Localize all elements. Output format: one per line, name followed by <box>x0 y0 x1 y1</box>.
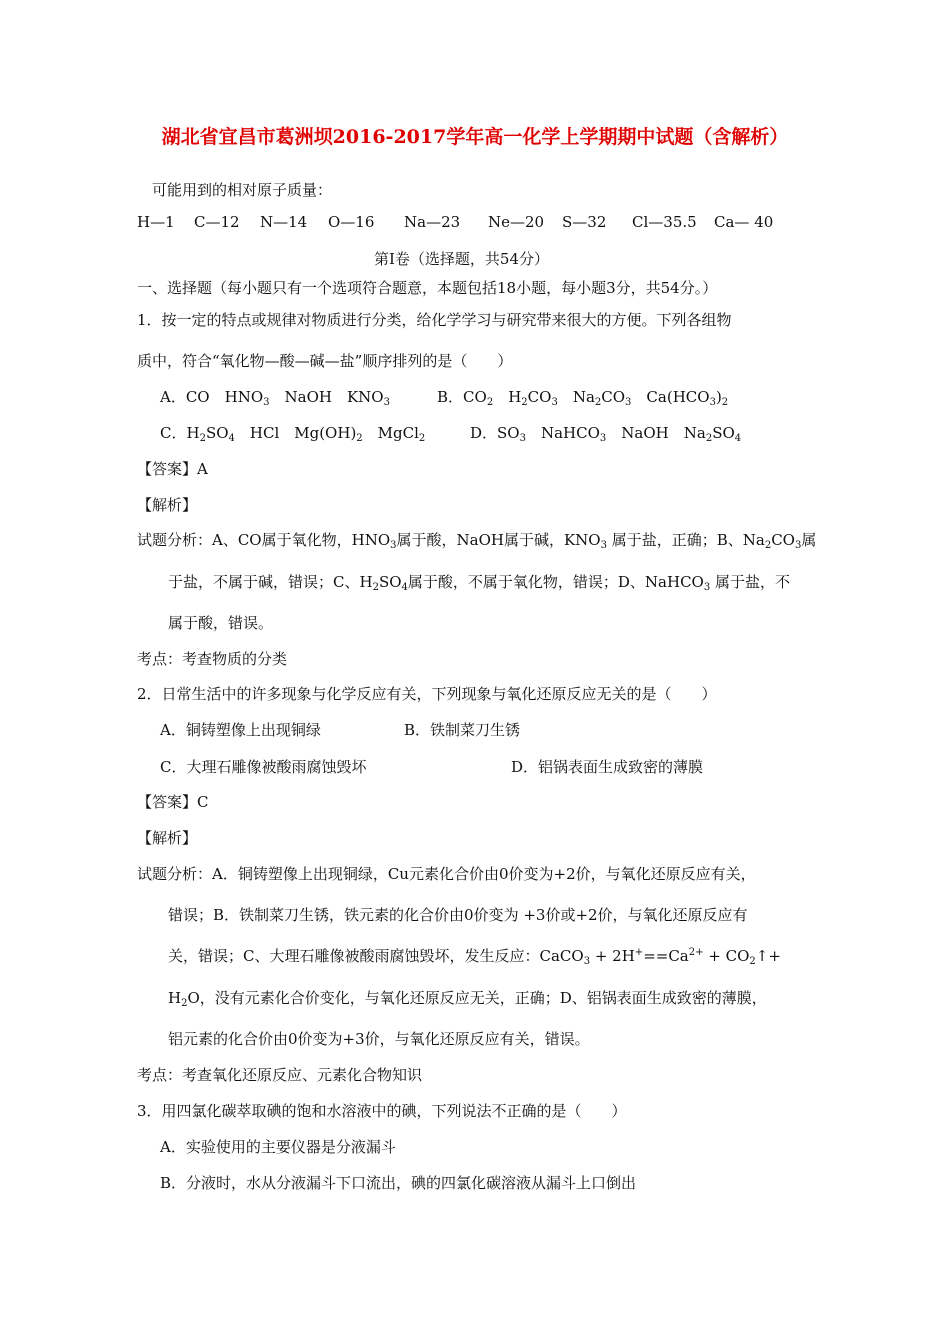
analysis-text: $H_2O$，没有元素化合价变化，与氧化还原反应无关，正确；D、铝锅表面生成致密的薄膜， <box>168 989 767 1009</box>
option-a: A．铜铸塑像上出现铜绿 <box>160 721 321 739</box>
analysis-text: 属于酸，错误。 <box>168 614 274 632</box>
atomic-mass-intro: 可能用到的相对原子质量： <box>152 181 333 199</box>
analysis-text: 铝元素的化合价由0价变为+3价，与氧化还原反应有关，错误。 <box>168 1030 590 1048</box>
question-stem: 1．按一定的特点或规律对物质进行分类，给化学学习与研究带来很大的方便。下列各组物 <box>137 311 732 329</box>
analysis-label: 【解析】 <box>137 829 198 847</box>
atomic-mass-c: C—12 <box>194 213 240 231</box>
option-a: A．CO $HNO_3$ NaOH $KNO_3$ <box>160 388 390 408</box>
atomic-mass-n: N—14 <box>260 213 308 231</box>
atomic-mass-h: H—1 <box>137 213 175 231</box>
option-d: D．铝锅表面生成致密的薄膜 <box>511 758 704 776</box>
section-title: 第Ⅰ卷（选择题，共54分） <box>374 250 550 268</box>
atomic-mass-cl: Cl—35.5 <box>632 213 697 231</box>
page-title: 湖北省宜昌市葛洲坝2016-2017学年高一化学上学期期中试题（含解析） <box>161 126 789 148</box>
analysis-text: 试题分析：A．铜铸塑像上出现铜绿，Cu元素化合价由0价变为+2价，与氧化还原反应有关， <box>137 865 756 883</box>
analysis-label: 【解析】 <box>137 496 198 514</box>
option-c: C．大理石雕像被酸雨腐蚀毁坏 <box>160 758 367 776</box>
answer: 【答案】A <box>137 460 208 478</box>
option-a: A．实验使用的主要仪器是分液漏斗 <box>160 1138 396 1156</box>
atomic-mass-ca: Ca— 40 <box>714 213 774 231</box>
question-stem: 质中，符合“氧化物—酸—碱—盐”顺序排列的是（ ） <box>137 352 513 370</box>
test-point: 考点：考查物质的分类 <box>137 650 288 668</box>
option-d: D．$SO_3$ NaHCO$_3$ NaOH $Na_2SO_4$ <box>470 424 742 444</box>
atomic-mass-o: O—16 <box>328 213 375 231</box>
analysis-text: 关，错误；C、大理石雕像被酸雨腐蚀毁坏，发生反应：CaCO$_3$ + $2H^+==Ca^{2+}$ + $CO_2↑+$ <box>168 947 781 967</box>
option-c: C．$H_2SO_4$ HCl $Mg(OH)_2$ MgCl$_2$ <box>160 424 426 444</box>
part-heading: 一、选择题（每小题只有一个选项符合题意，本题包括18小题，每小题3分，共54分。） <box>137 279 718 297</box>
atomic-mass-ne: Ne—20 <box>488 213 545 231</box>
answer: 【答案】C <box>137 793 209 811</box>
analysis-text: 错误；B．铁制菜刀生锈，铁元素的化合价由0价变为 +3价或+2价，与氧化还原反应有 <box>168 906 748 924</box>
atomic-mass-s: S—32 <box>562 213 607 231</box>
analysis-text: 于盐，不属于碱，错误；C、$H_2SO_4$属于酸，不属于氧化物，错误；D、NaHCO$_3$ 属于盐，不 <box>168 573 790 593</box>
option-b: B．分液时，水从分液漏斗下口流出，碘的四氯化碳溶液从漏斗上口倒出 <box>160 1174 637 1192</box>
test-point: 考点：考查氧化还原反应、元素化合物知识 <box>137 1066 423 1084</box>
option-b: B．$CO_2$ $H_2CO_3$ $Na_2CO_3$ $Ca(HCO_3)_2$ <box>437 388 729 408</box>
question-stem: 3．用四氯化碳萃取碘的饱和水溶液中的碘，下列说法不正确的是（ ） <box>137 1102 627 1120</box>
question-stem: 2．日常生活中的许多现象与化学反应有关，下列现象与氧化还原反应无关的是（ ） <box>137 685 717 703</box>
analysis-text: 试题分析：A、CO属于氧化物，$HNO_3$属于酸，NaOH属于碱，$KNO_3$ 属于盐，正确；B、$Na_2CO_3$属 <box>137 531 817 551</box>
atomic-mass-na: Na—23 <box>404 213 461 231</box>
option-b: B．铁制菜刀生锈 <box>404 721 521 739</box>
